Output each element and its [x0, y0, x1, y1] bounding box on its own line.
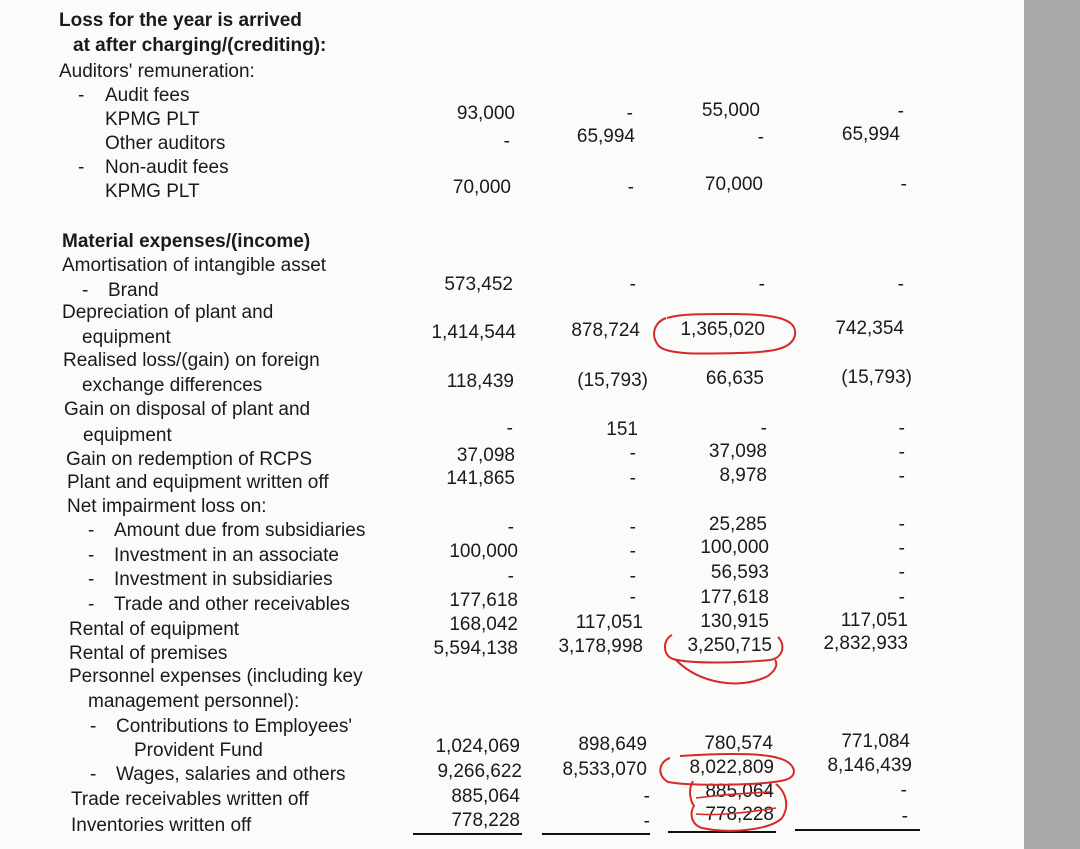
value-imp-subs-inv-c1: -: [507, 566, 514, 587]
value-other-auditors-c2: 65,994: [576, 126, 635, 147]
strike-trade-rec-c3: [696, 792, 770, 798]
label-epf-line-1: Contributions to Employees': [116, 716, 352, 737]
label-audit-fees: Audit fees: [105, 85, 190, 106]
circle-written-off-c3: [690, 781, 786, 831]
value-kpmg-non-audit-c4: -: [900, 174, 907, 195]
value-brand-c2: -: [629, 274, 636, 295]
bullet-dash: -: [88, 545, 95, 566]
value-wages-c4: 8,146,439: [827, 755, 912, 776]
value-epf-c3: 780,574: [704, 733, 773, 754]
value-imp-trade-c3: 177,618: [700, 587, 769, 608]
value-fx-c1: 118,439: [446, 371, 514, 392]
value-rental-premises-c4: 2,832,933: [823, 633, 908, 654]
value-imp-subs-inv-c2: -: [629, 566, 636, 587]
circle-wages-c3: [660, 754, 794, 785]
value-imp-subs-due-c4: -: [898, 514, 905, 535]
label-personnel-line-2: management personnel):: [88, 691, 300, 712]
value-trade-rec-wo-c4: -: [900, 780, 907, 801]
value-trade-rec-wo-c2: -: [643, 786, 650, 807]
label-net-impairment: Net impairment loss on:: [67, 496, 267, 517]
value-kpmg-audit-c2: -: [626, 103, 633, 124]
value-wages-c1: 9,266,622: [437, 761, 522, 782]
bullet-dash: -: [90, 716, 97, 737]
value-rcps-c2: -: [629, 443, 636, 464]
value-brand-c1: 573,452: [444, 274, 513, 295]
value-depreciation-c2: 878,724: [571, 320, 640, 341]
value-rental-equipment-c1: 168,042: [449, 614, 518, 635]
value-trade-rec-wo-c1: 885,064: [451, 786, 520, 807]
value-epf-c4: 771,084: [841, 731, 910, 752]
label-imp-subsidiaries-investment: Investment in subsidiaries: [114, 569, 333, 590]
label-disposal-line-2: equipment: [83, 425, 172, 446]
value-rental-premises-c3: 3,250,715: [687, 635, 772, 656]
circle-rental-premises-c3: [665, 635, 782, 683]
label-ppe-written-off: Plant and equipment written off: [67, 472, 329, 493]
label-wages: Wages, salaries and others: [116, 764, 346, 785]
value-imp-trade-c2: -: [629, 587, 636, 608]
value-depreciation-c4: 742,354: [835, 318, 904, 339]
value-imp-associate-c4: -: [898, 538, 905, 559]
bullet-dash: -: [78, 157, 85, 178]
bullet-dash: -: [82, 280, 89, 301]
label-fx-line-2: exchange differences: [82, 375, 263, 396]
value-rental-premises-c1: 5,594,138: [433, 638, 518, 659]
label-kpmg-audit: KPMG PLT: [105, 109, 200, 130]
heading-line-1: Loss for the year is arrived: [59, 10, 302, 31]
value-wages-c2: 8,533,070: [562, 759, 647, 780]
value-inventories-wo-c1: 778,228: [451, 810, 520, 831]
bullet-dash: -: [78, 85, 85, 106]
value-imp-associate-c2: -: [629, 541, 636, 562]
value-other-auditors-c4: 65,994: [841, 124, 900, 145]
value-rental-equipment-c3: 130,915: [700, 611, 769, 632]
value-rental-equipment-c4: 117,051: [840, 610, 908, 631]
label-imp-associate: Investment in an associate: [114, 545, 339, 566]
value-disposal-c2: 151: [606, 419, 638, 440]
label-imp-trade-receivables: Trade and other receivables: [114, 594, 350, 615]
heading-line-2: at after charging/(crediting):: [73, 35, 327, 56]
label-fx-line-1: Realised loss/(gain) on foreign: [63, 350, 320, 371]
value-inventories-wo-c3: 778,228: [705, 804, 774, 825]
value-inventories-wo-c4: -: [901, 806, 908, 827]
label-inventories-written-off: Inventories written off: [71, 815, 252, 836]
circle-depreciation-c3: [654, 314, 795, 354]
value-kpmg-audit-c1: 93,000: [456, 103, 515, 124]
value-depreciation-c1: 1,414,544: [431, 322, 516, 343]
value-imp-associate-c1: 100,000: [449, 541, 518, 562]
value-fx-c2: (15,793): [577, 370, 648, 391]
value-ppe-written-off-c4: -: [898, 466, 905, 487]
label-depreciation-line-1: Depreciation of plant and: [62, 302, 274, 323]
value-disposal-c1: -: [506, 418, 513, 439]
value-imp-subs-due-c3: 25,285: [708, 514, 767, 535]
label-amortisation: Amortisation of intangible asset: [62, 255, 327, 276]
value-kpmg-audit-c4: -: [897, 101, 904, 122]
value-epf-c2: 898,649: [578, 734, 647, 755]
bullet-dash: -: [88, 520, 95, 541]
value-disposal-c4: -: [898, 418, 905, 439]
value-fx-c3: 66,635: [705, 368, 764, 389]
label-rental-premises: Rental of premises: [69, 643, 228, 664]
value-other-auditors-c3: -: [757, 127, 764, 148]
value-depreciation-c3: 1,365,020: [680, 319, 765, 340]
label-kpmg-non-audit: KPMG PLT: [105, 181, 200, 202]
value-imp-subs-due-c1: -: [507, 517, 514, 538]
value-ppe-written-off-c1: 141,865: [446, 468, 515, 489]
value-imp-trade-c4: -: [898, 587, 905, 608]
value-imp-trade-c1: 177,618: [449, 590, 518, 611]
label-non-audit-fees: Non-audit fees: [105, 157, 229, 178]
label-disposal-line-1: Gain on disposal of plant and: [64, 399, 311, 420]
value-rental-equipment-c2: 117,051: [575, 612, 643, 633]
value-trade-rec-wo-c3: 885,064: [705, 781, 774, 802]
value-rcps-c4: -: [898, 442, 905, 463]
value-fx-c4: (15,793): [841, 367, 912, 388]
value-brand-c3: -: [758, 274, 765, 295]
value-kpmg-non-audit-c2: -: [627, 177, 634, 198]
value-rcps-c1: 37,098: [456, 445, 515, 466]
label-auditors-remuneration: Auditors' remuneration:: [59, 61, 255, 82]
label-epf-line-2: Provident Fund: [134, 740, 263, 761]
bullet-dash: -: [88, 594, 95, 615]
value-rcps-c3: 37,098: [708, 441, 767, 462]
value-brand-c4: -: [897, 274, 904, 295]
label-other-auditors: Other auditors: [105, 133, 226, 154]
bullet-dash: -: [90, 764, 97, 785]
value-ppe-written-off-c3: 8,978: [719, 465, 767, 486]
label-imp-subsidiaries-due: Amount due from subsidiaries: [114, 520, 366, 541]
value-imp-subs-due-c2: -: [629, 517, 636, 538]
value-kpmg-non-audit-c1: 70,000: [452, 177, 511, 198]
value-imp-associate-c3: 100,000: [700, 537, 769, 558]
value-kpmg-audit-c3: 55,000: [701, 100, 760, 121]
bullet-dash: -: [88, 569, 95, 590]
value-inventories-wo-c2: -: [643, 811, 650, 832]
value-wages-c3: 8,022,809: [689, 757, 774, 778]
value-imp-subs-inv-c4: -: [898, 562, 905, 583]
value-imp-subs-inv-c3: 56,593: [710, 562, 769, 583]
label-depreciation-line-2: equipment: [82, 327, 171, 348]
value-kpmg-non-audit-c3: 70,000: [704, 174, 763, 195]
label-material-expenses: Material expenses/(income): [62, 231, 311, 252]
value-rental-premises-c2: 3,178,998: [558, 636, 643, 657]
label-personnel-line-1: Personnel expenses (including key: [69, 666, 363, 687]
value-disposal-c3: -: [760, 418, 767, 439]
value-ppe-written-off-c2: -: [629, 468, 636, 489]
value-epf-c1: 1,024,069: [435, 736, 520, 757]
strike-inventories-c3: [696, 808, 776, 815]
value-other-auditors-c1: -: [503, 131, 510, 152]
label-rcps: Gain on redemption of RCPS: [66, 449, 313, 470]
label-trade-receivables-written-off: Trade receivables written off: [71, 789, 309, 810]
label-brand: Brand: [108, 280, 159, 301]
label-rental-equipment: Rental of equipment: [69, 619, 240, 640]
